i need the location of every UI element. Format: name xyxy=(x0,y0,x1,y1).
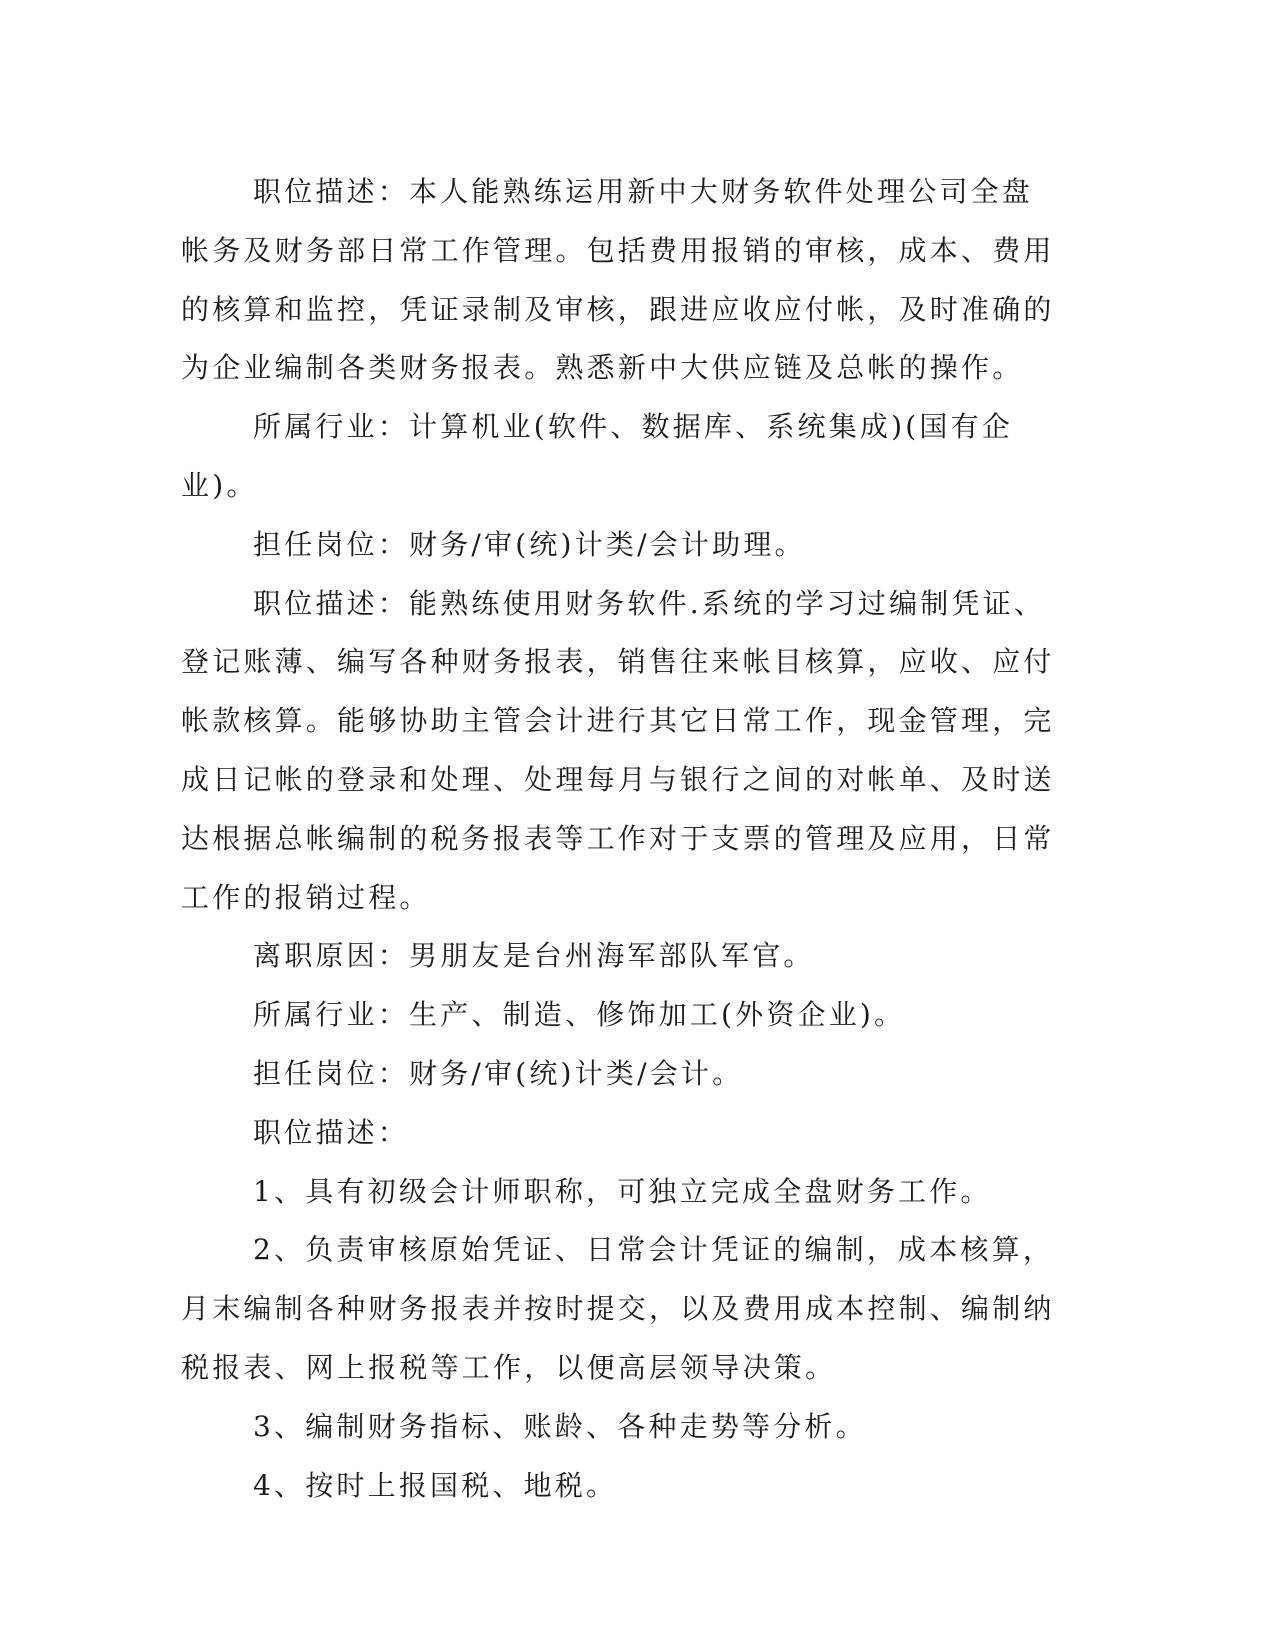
paragraph-position-1: 担任岗位：财务/审(统)计类/会计助理。 xyxy=(253,527,806,561)
list-item-1: 1、具有初级会计师职称，可独立完成全盘财务工作。 xyxy=(253,1174,992,1208)
list-item-3: 3、编制财务指标、账龄、各种走势等分析。 xyxy=(253,1409,867,1443)
document-body xyxy=(181,163,1061,1515)
paragraph-job-description-3-heading: 职位描述： xyxy=(253,1115,410,1149)
paragraph-leaving-reason: 离职原因：男朋友是台州海军部队军官。 xyxy=(253,939,815,973)
paragraph-industry-2: 所属行业：生产、制造、修饰加工(外资企业)。 xyxy=(253,998,906,1032)
paragraph-job-description-1: 职位描述：本人能熟练运用新中大财务软件处理公司全盘帐务及财务部日常工作管理。包括费用报销的审核，成本、费用的核算和监控，凭证录制及审核，跟进应收应付帐，及时准确的为企业编制各类财务报表。熟悉新中大供应链及总帐的操作。 xyxy=(181,175,1055,385)
paragraph-industry-1: 所属行业：计算机业(软件、数据库、系统集成)(国有企业)。 xyxy=(181,410,1013,502)
list-item-4: 4、按时上报国税、地税。 xyxy=(253,1468,618,1502)
paragraph-job-description-2: 职位描述：能熟练使用财务软件.系统的学习过编制凭证、登记账薄、编写各种财务报表，销售往来帐目核算，应收、应付帐款核算。能够协助主管会计进行其它日常工作，现金管理，完成日记帐的登录和处理、处理每月与银行之间的对帐单、及时送达根据总帐编制的税务报表等工作对于支票的管理及应用，日常工作的报销过程。 xyxy=(181,586,1055,914)
list-item-2: 2、负责审核原始凭证、日常会计凭证的编制，成本核算，月末编制各种财务报表并按时提交，以及费用成本控制、编制纳税报表、网上报税等工作，以便高层领导决策。 xyxy=(181,1233,1055,1384)
paragraph-position-2: 担任岗位：财务/审(统)计类/会计。 xyxy=(253,1056,744,1090)
